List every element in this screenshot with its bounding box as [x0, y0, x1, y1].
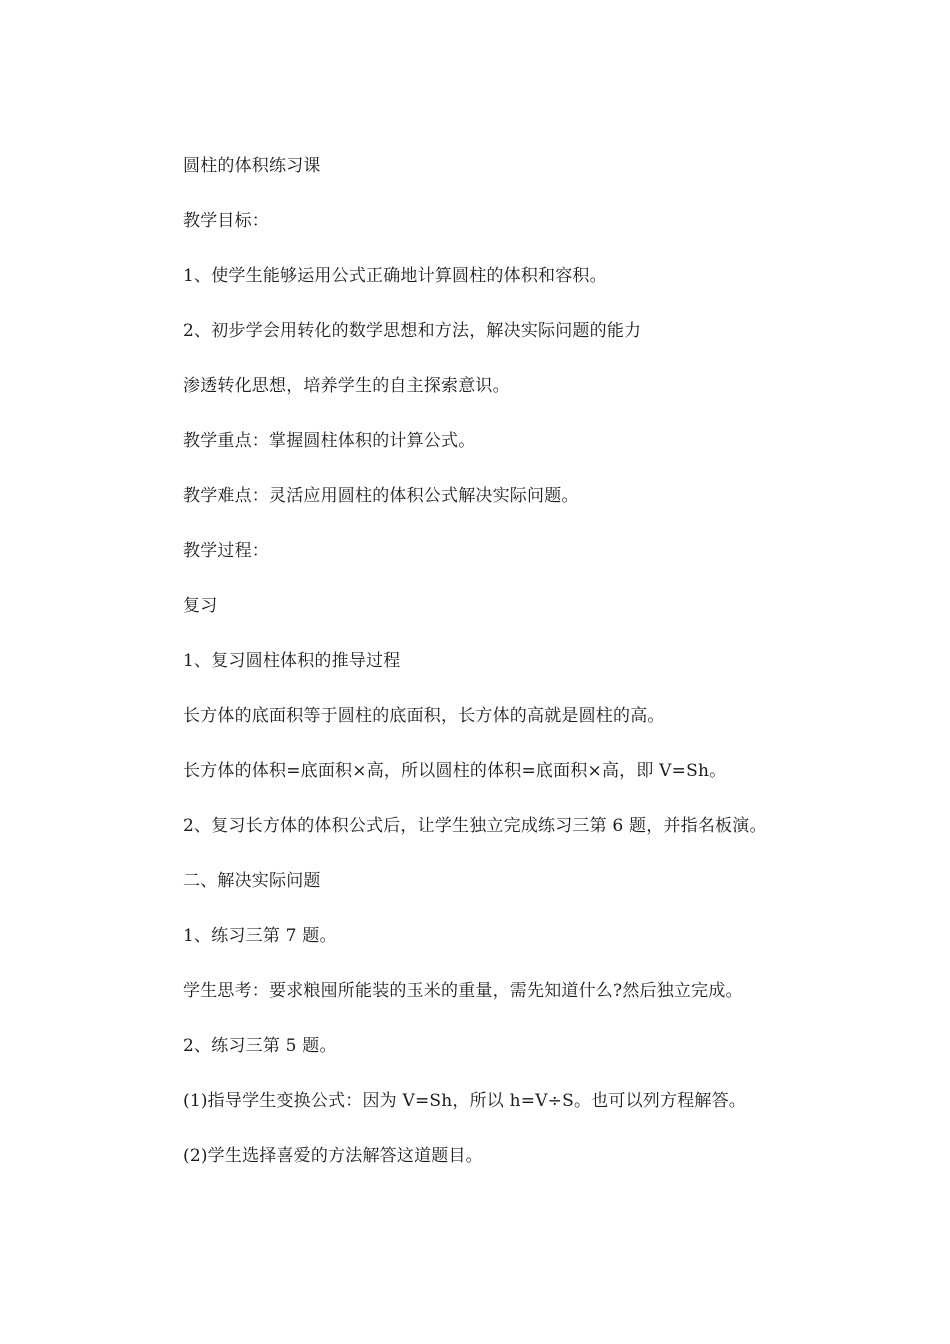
key-point: 教学重点：掌握圆柱体积的计算公式。 [183, 431, 476, 451]
subsection-practical-problems: 二、解决实际问题 [183, 871, 321, 891]
review-item-1: 1、复习圆柱体积的推导过程 [183, 651, 401, 671]
paragraph: 长方体的底面积等于圆柱的底面积，长方体的高就是圆柱的高。 [183, 706, 665, 726]
difficult-point: 教学难点：灵活应用圆柱的体积公式解决实际问题。 [183, 486, 579, 506]
objective-item-3: 渗透转化思想，培养学生的自主探索意识。 [183, 376, 510, 396]
section-heading-process: 教学过程： [183, 541, 269, 561]
document-body [183, 152, 883, 1197]
document-title: 圆柱的体积练习课 [183, 156, 321, 176]
practice-item-1: 1、练习三第 7 题。 [183, 926, 337, 946]
objective-item-1: 1、使学生能够运用公式正确地计算圆柱的体积和容积。 [183, 266, 607, 286]
paragraph: 长方体的体积=底面积×高，所以圆柱的体积=底面积×高，即 V=Sh。 [183, 761, 727, 781]
sub-item-1: (1)指导学生变换公式：因为 V=Sh，所以 h=V÷S。也可以列方程解答。 [183, 1091, 746, 1111]
sub-item-2: (2)学生选择喜爱的方法解答这道题目。 [183, 1146, 483, 1166]
review-item-2: 2、复习长方体的体积公式后，让学生独立完成练习三第 6 题，并指名板演。 [183, 816, 767, 836]
section-heading-objectives: 教学目标： [183, 211, 269, 231]
paragraph: 学生思考：要求粮囤所能装的玉米的重量，需先知道什么?然后独立完成。 [183, 981, 743, 1001]
objective-item-2: 2、初步学会用转化的数学思想和方法，解决实际问题的能力 [183, 321, 642, 341]
subsection-review: 复习 [183, 596, 218, 616]
practice-item-2: 2、练习三第 5 题。 [183, 1036, 337, 1056]
